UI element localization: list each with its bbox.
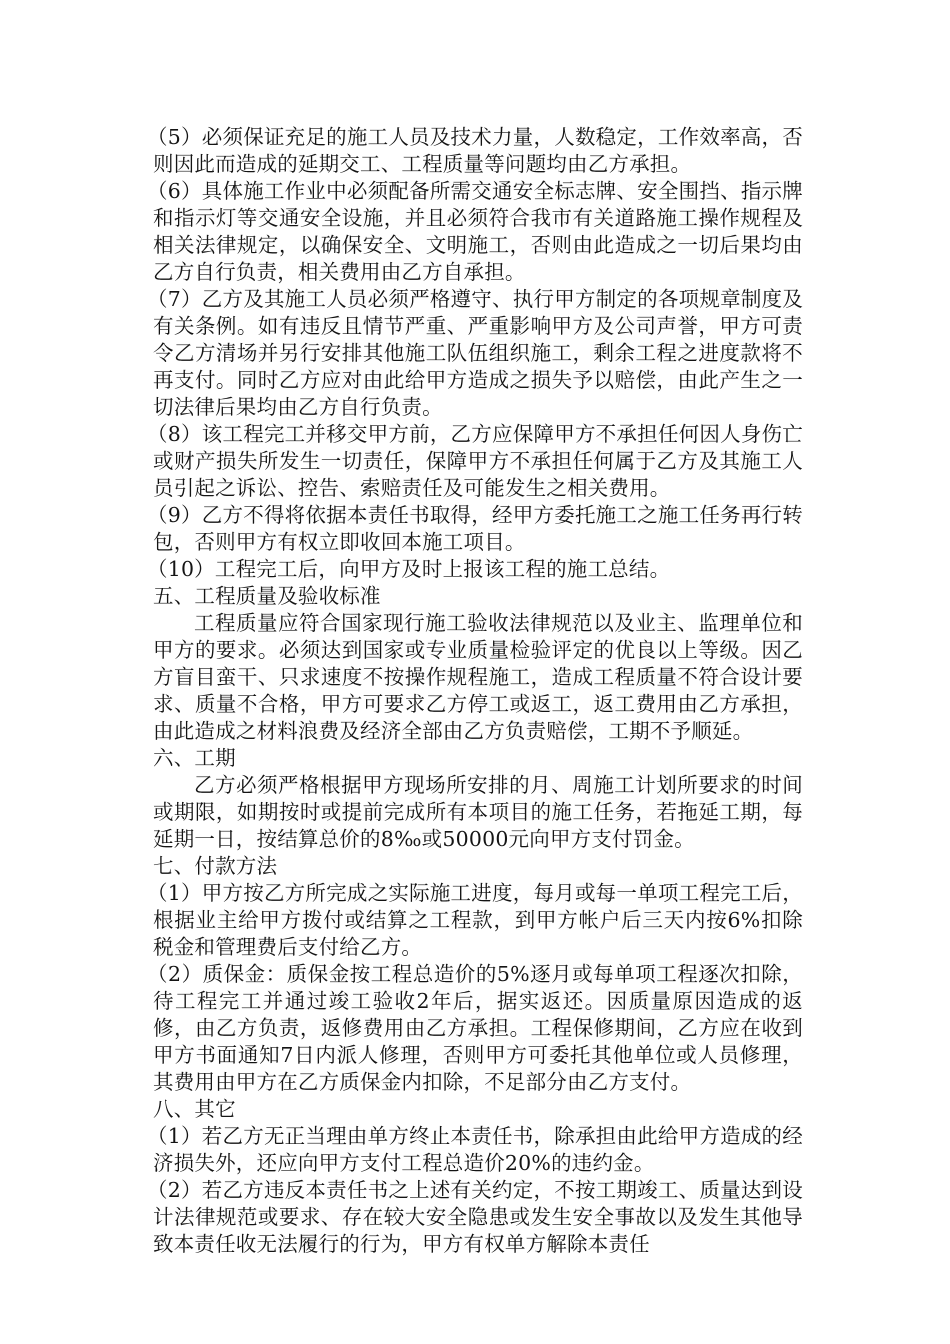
section-heading-quality: 五、工程质量及验收标准 (153, 584, 381, 608)
quality-paragraph: 工程质量应符合国家现行施工验收法律规范以及业主、监理单位和甲方的要求。必须达到国家或专业质量检验评定的优良以上等级。因乙方盲目蛮干、只求速度不按操作规程施工，造成工程质量不符合设计要求、质量不合格，甲方可要求乙方停工或返工，返工费用由乙方承担，由此造成之材料浪费及经济全部由乙方负责赔偿，工期不予顺延。 (153, 611, 803, 743)
section-heading-payment: 七、付款方法 (153, 854, 278, 878)
other-clause-1: （1）若乙方无正当理由单方终止本责任书，除承担由此给甲方造成的经济损失外，还应向甲方支付工程总造价20%的违约金。 (147, 1124, 803, 1175)
clause-5: （5）必须保证充足的施工人员及技术力量，人数稳定，工作效率高，否则因此而造成的延期交工、工程质量等问题均由乙方承担。 (147, 125, 803, 176)
payment-clause-1: （1）甲方按乙方所完成之实际施工进度，每月或每一单项工程完工后，根据业主给甲方拨付或结算之工程款，到甲方帐户后三天内按6%扣除税金和管理费后支付给乙方。 (147, 881, 803, 959)
schedule-paragraph: 乙方必须严格根据甲方现场所安排的月、周施工计划所要求的时间或期限，如期按时或提前完成所有本项目的施工任务，若拖延工期，每延期一日，按结算总价的8‰或50000元向甲方支付罚金。 (153, 773, 803, 851)
clause-9: （9）乙方不得将依据本责任书取得，经甲方委托施工之施工任务再行转包，否则甲方有权立即收回本施工项目。 (147, 503, 803, 554)
section-heading-schedule: 六、工期 (153, 746, 236, 770)
clause-10: （10）工程完工后，向甲方及时上报该工程的施工总结。 (147, 557, 671, 581)
document-page (147, 124, 803, 1258)
other-clause-2: （2）若乙方违反本责任书之上述有关约定，不按工期竣工、质量达到设计法律规范或要求、存在较大安全隐患或发生安全事故以及发生其他导致本责任收无法履行的行为，甲方有权单方解除本责任 (147, 1178, 803, 1256)
clause-7: （7）乙方及其施工人员必须严格遵守、执行甲方制定的各项规章制度及有关条例。如有违反且情节严重、严重影响甲方及公司声誉，甲方可责令乙方清场并另行安排其他施工队伍组织施工，剩余工程之进度款将不再支付。同时乙方应对由此给甲方造成之损失予以赔偿，由此产生之一切法律后果均由乙方自行负责。 (147, 287, 803, 419)
payment-clause-2: （2）质保金：质保金按工程总造价的5%逐月或每单项工程逐次扣除，待工程完工并通过竣工验收2年后，据实返还。因质量原因造成的返修，由乙方负责，返修费用由乙方承担。工程保修期间，乙方应在收到甲方书面通知7日内派人修理，否则甲方可委托其他单位或人员修理，其费用由甲方在乙方质保金内扣除，不足部分由乙方支付。 (147, 962, 803, 1094)
clause-6: （6）具体施工作业中必须配备所需交通安全标志牌、安全围挡、指示牌和指示灯等交通安全设施，并且必须符合我市有关道路施工操作规程及相关法律规定，以确保安全、文明施工，否则由此造成之一切后果均由乙方自行负责，相关费用由乙方自承担。 (147, 179, 803, 284)
section-heading-other: 八、其它 (153, 1097, 236, 1121)
clause-8: （8）该工程完工并移交甲方前，乙方应保障甲方不承担任何因人身伤亡或财产损失所发生一切责任，保障甲方不承担任何属于乙方及其施工人员引起之诉讼、控告、索赔责任及可能发生之相关费用。 (147, 422, 803, 500)
